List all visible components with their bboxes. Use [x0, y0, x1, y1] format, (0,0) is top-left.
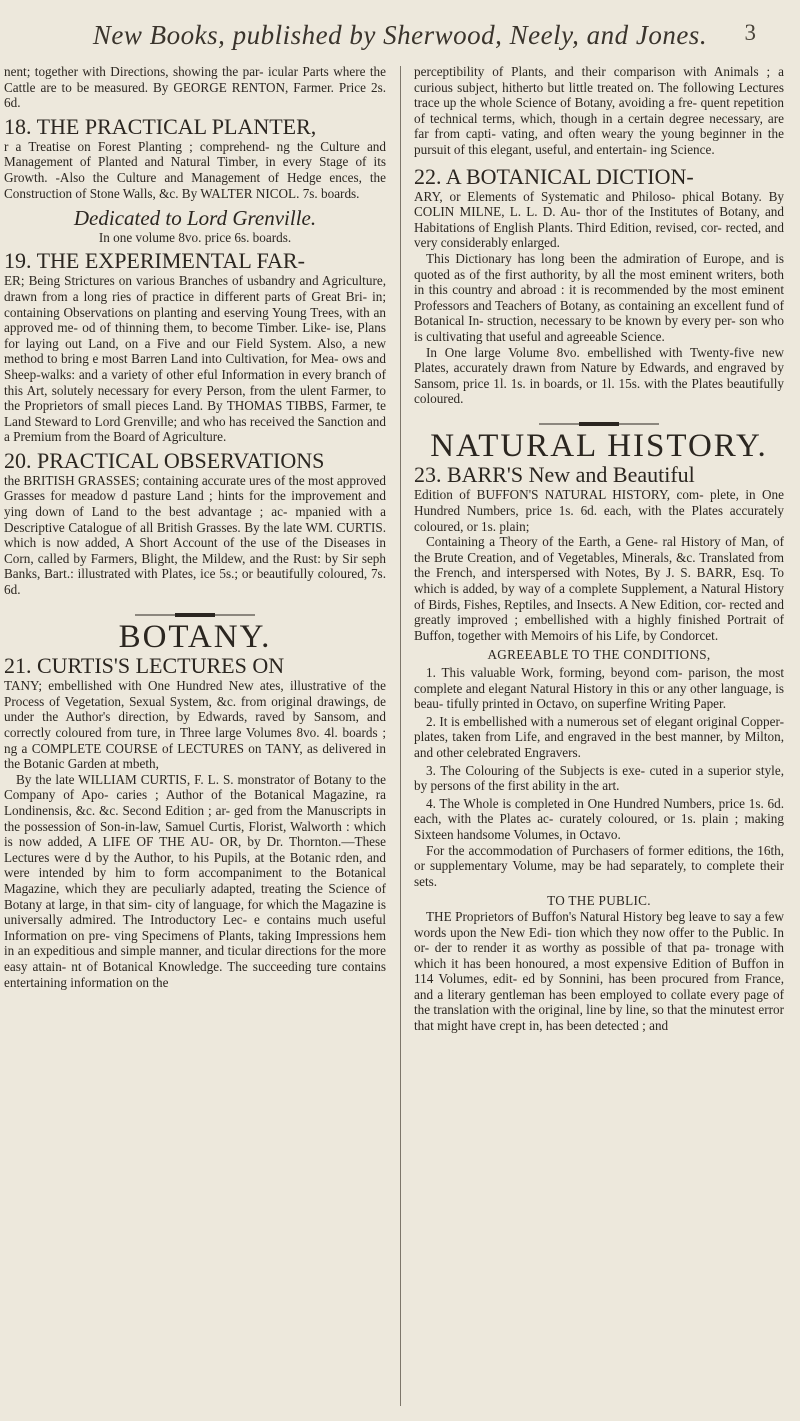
entry-22-paragraph-2: This Dictionary has long been the admiration of Europe, and is quoted as of the first authority, by all the most eminent writers, both in this country and abroad : it is recommended by the most eminent Professors and Teachers of Botany, as containing an excellent fund of Botanical In- struction, necessary to be known by every per- son who is cultivating that useful and agreeable Science.: [414, 250, 784, 344]
intro-text: nent; together with Directions, showing the par- icular Parts where the Cattle are to be measured. By GEORGE RENTON, Farmer. Price 2s. 6d.: [4, 64, 386, 111]
left-column: [4, 64, 386, 990]
section-heading-botany: BOTANY.: [118, 618, 272, 655]
entry-19-body: ER; Being Strictures on various Branches of usbandry and Agriculture, drawn from a long ries of practice in different parts of Great Bri- in; containing Observations on planting and eserving Young Trees, with an approved me- od of thinning them, to become Timber. Like- ise, Plans for laying out Land, on a Five and our Field System. Also, a new method to bring e most Barren Land into Cultivation, for Mea- ows and Sheep-walks: and a variety of other eful Information in every branch of this Art, solutely necessary for every Person, from the ulent Farmer, to the Proprietors of small pieces Land. By THOMAS TIBBS, Farmer, te Land Steward to Lord Grenville; and who has received the Sanction and a Premium from the Board of Agriculture.: [4, 273, 386, 445]
dedication-format: In one volume 8vo. price 6s. boards.: [98, 229, 292, 245]
column-divider: [400, 66, 401, 1406]
entry-22-paragraph-3: In One large Volume 8vo. embellished with Twenty-five new Plates, accurately drawn from Nature by Edwards, and engraved by Sansom, price 1l. 1s. in boards, or 1l. 15s. with the Plates beautifully coloured.: [414, 344, 784, 407]
entry-18-body: r a Treatise on Forest Planting ; comprehend- ng the Culture and Management of Planted and Natural Timber, in every Stage of its Growth. -Also the Culture and Management of Hedge ences, the Construction of Stone Walls, &c. By WALTER NICOL. 7s. boards.: [4, 138, 386, 201]
entry-21-body: TANY; embellished with One Hundred New ates, illustrative of the Process of Vegetation, Sexual System, &c. from original drawings, de under the Author's direction, by Edwards, raved by Sansom, and correctly coloured from ture, in Three large Volumes 8vo. 4l. boards ; ng a COMPLETE COURSE of LECTURES on TANY, as delivered in the Botanic Garden at mbeth,: [4, 678, 386, 772]
entry-18-title: 18. THE PRACTICAL PLANTER,: [4, 113, 317, 139]
entry-22-body: ARY, or Elements of Systematic and Philoso- phical Botany. By COLIN MILNE, L. L. D. Au- thor of the Institutes of Botany, and Habitations of English Plants. Third Edition, revised, cor- rected, and very considerably enlarged.: [414, 188, 784, 251]
condition-item: 2. It is embellished with a numerous set of elegant original Copper-plates, taken from Life, and engraved in the best manner, by Milton, and other celebrated Engravers.: [414, 713, 784, 760]
section-ornament-rule: [539, 421, 659, 427]
section-ornament-rule: [135, 612, 255, 618]
page-number: 3: [744, 20, 756, 45]
to-the-public-heading: TO THE PUBLIC.: [547, 893, 651, 909]
conditions-heading: AGREEABLE TO THE CONDITIONS,: [487, 647, 711, 663]
to-the-public-body: THE Proprietors of Buffon's Natural History beg leave to say a few words upon the New Edi- tion which they now offer to the Public. In or- der to render it as worthy as possible of that pa- tronage with which it has been honoured, a most expensive Edition of Buffon in 114 Volumes, edit- ed by Sonnini, has been procured from France, and a literary gentleman has been employed to collate every page of the translation with the original, line by line, so that the minutest error that might have crept in, has been detected ; and: [414, 908, 784, 1034]
entry-19-title: 19. THE EXPERIMENTAL FAR-: [4, 248, 305, 274]
right-column: [414, 64, 784, 1034]
condition-item: 1. This valuable Work, forming, beyond com- parison, the most complete and elegant Natural History in this or any other language, is beau- tifully printed in Octavo, on superfine Writing Paper.: [414, 665, 784, 712]
entry-23-title: 23. BARR'S New and Beautiful: [414, 462, 695, 488]
entry-20-title: 20. PRACTICAL OBSERVATIONS: [4, 447, 325, 473]
entry-23-body: Edition of BUFFON'S NATURAL HISTORY, com- plete, in One Hundred Numbers, price 1s. 6d. each, with the Plates accurately coloured, or 1s. plain;: [414, 487, 784, 534]
condition-item: 4. The Whole is completed in One Hundred Numbers, price 1s. 6d. each, with the Plates ac- curately coloured, or 1s. plain ; making Sixteen handsome Volumes, in Octavo.: [414, 795, 784, 842]
entry-20-body: the BRITISH GRASSES; containing accurate ures of the most approved Grasses for meadow d pasture Land ; hints for the improvement and ying down of Land to the best advantage ; ac- mpanied with a Descriptive Catalogue of all British Grasses. By the late WM. CURTIS. which is now added, A Short Account of the use of the Diseases in Corn, called by Farmers, Blight, the Mildew, and the Rust: by Sir seph Banks, Bart.: illustrated with Plates, ice 5s.; or beautifully coloured, 7s. 6d.: [4, 472, 386, 598]
running-head: New Books, published by Sherwood, Neely, and Jones.: [92, 20, 708, 50]
condition-item: 3. The Colouring of the Subjects is exe- cuted in a superior style, by persons of the first ability in the art.: [414, 762, 784, 794]
continued-text: perceptibility of Plants, and their comparison with Animals ; a curious subject, hitherto but little treated on. The following Lectures trace up the whole Science of Botany, avoiding a fre- quent repetition of technical terms, which, though in a certain degree necessary, are far from capti- vating, and often weary the young beginner in the pursuit of this elegant, useful, and entertain- ing Science.: [414, 64, 784, 157]
entry-22-title: 22. A BOTANICAL DICTION-: [414, 163, 694, 189]
entry-21-title: 21. CURTIS'S LECTURES ON: [4, 653, 285, 679]
dedication-heading: Dedicated to Lord Grenville.: [73, 206, 317, 231]
section-heading-natural-history: NATURAL HISTORY.: [430, 427, 768, 464]
entry-21-body-continued: By the late WILLIAM CURTIS, F. L. S. monstrator of Botany to the Company of Apo- caries ; Author of the Botanical Magazine, ra Londinensis, &c. &c. Second Edition ; ar- ged from the Manuscripts in the possession of Son-in-law, Samuel Curtis, Florist, Walworth : which is now added, A LIFE OF THE AU- OR, by Dr. Thornton.—These Lectures were d by the Author, to his Pupils, at the Botanic rden, and were intended by him to form accompaniment to the Botanical Magazine, which they are peculiarly adapted, treating the Science of Botany at large, in that sim- city of language, for which the Magazine is universally admired. The Introductory Lec- e contains much useful Information on pre- ving Specimens of Plants, taking Impressions hem in an expeditious and simple manner, and ticular directions for the more easy attain- nt of Botanical Knowledge. The succeeding ture contains entertaining information on the: [4, 771, 386, 990]
accommodation-note: For the accommodation of Purchasers of former editions, the 16th, or supplementary Volume, may be had separately, to complete their sets.: [414, 842, 784, 889]
entry-23-paragraph-2: Containing a Theory of the Earth, a Gene- ral History of Man, of the Brute Creation, and of Vegetables, Minerals, &c. Translated from the French, and interspersed with Notes, By J. S. BARR, Esq. To which is added, by way of a complete Supplement, a Natural History of Birds, Fishes, Reptiles, and Insects. A New Edition, cor- rected and greatly improved ; embellished with a highly finished Portrait of Buffon, together with Memoirs of his Life, by Condorcet.: [414, 534, 784, 643]
